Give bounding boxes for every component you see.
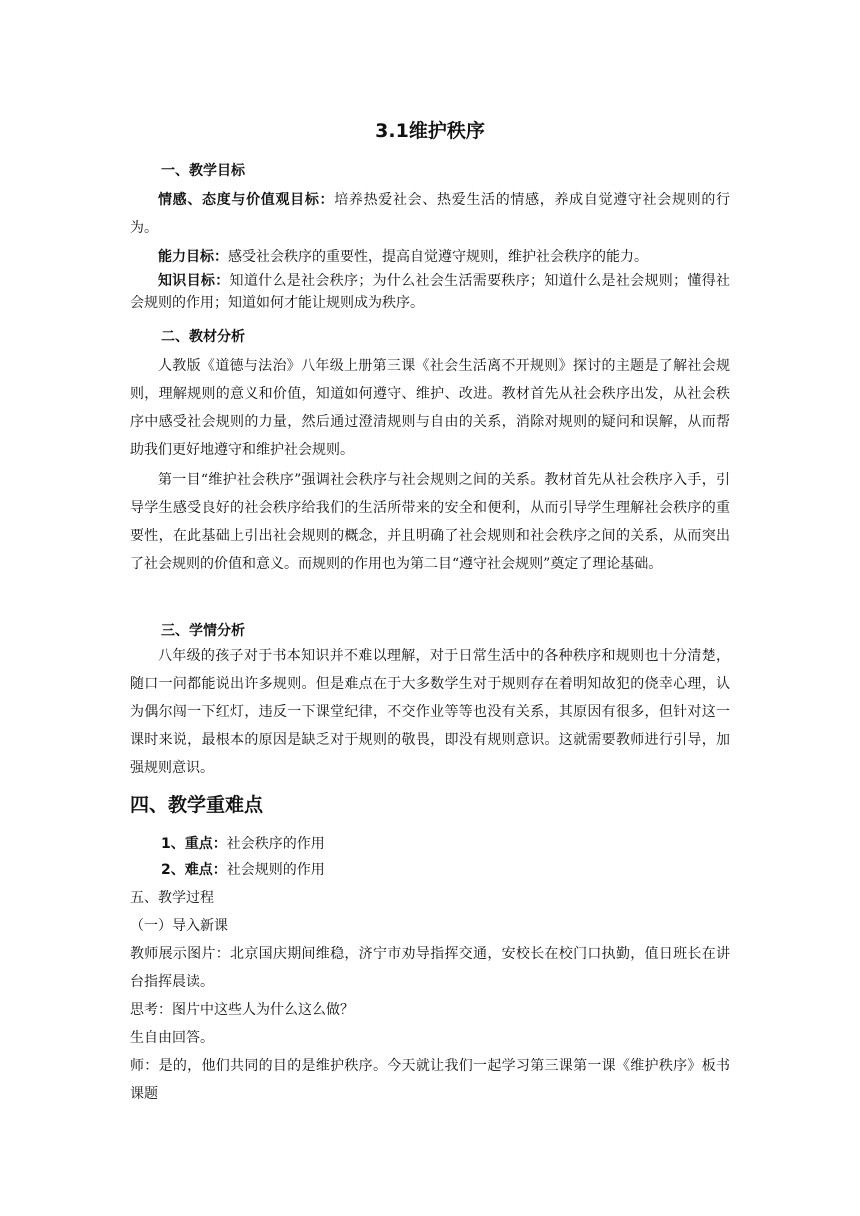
key-point-item xyxy=(161,830,761,858)
goal-emotion-label: 情感、态度与价值观目标： xyxy=(158,192,335,208)
goal-emotion-paragraph xyxy=(130,186,730,242)
goal-ability-paragraph xyxy=(130,246,730,268)
section-heading-teaching-goals: 一、教学目标 xyxy=(161,163,245,179)
section-heading-teaching-process: 五、教学过程 xyxy=(130,890,214,906)
student-analysis-paragraph: 八年级的孩子对于书本知识并不难以理解，对于日常生活中的各种秩序和规则也十分清楚，随口一问都能说出许多规则。但是难点在于大多数学生对于规则存在着明知故犯的侥幸心理，认为偶尔闯一下红灯，违反一下课堂纪律，不交作业等等也没有关系，其原因有很多，但针对这一课时来说，最根本的原因是缺乏对于规则的敬畏，即没有规则意识。这就需要教师进行引导，加强规则意识。 xyxy=(130,648,730,776)
goal-knowledge-label: 知识目标： xyxy=(158,273,230,289)
section-heading-key-points: 四、教学重难点 xyxy=(130,794,264,816)
process-paragraph-question: 思考：图片中这些人为什么这么做？ xyxy=(130,1002,354,1018)
goal-ability-text: 感受社会秩序的重要性，提高自觉遵守规则，维护社会秩序的能力。 xyxy=(228,249,648,265)
document-title: 3.1维护秩序 xyxy=(375,120,485,142)
difficult-point-label: 2、难点： xyxy=(161,862,227,878)
difficult-point-text: 社会规则的作用 xyxy=(226,862,325,878)
section-heading-student-analysis: 三、学情分析 xyxy=(161,623,245,639)
key-point-text: 社会秩序的作用 xyxy=(226,836,325,852)
subsection-intro-lesson: （一）导入新课 xyxy=(130,918,228,934)
goal-knowledge-text: 知道什么是社会秩序；为什么社会生活需要秩序；知道什么是社会规则；懂得社会规则的作用；知道如何才能让规则成为秩序。 xyxy=(130,273,731,311)
difficult-point-item xyxy=(161,856,761,884)
process-paragraph-teacher: 师：是的，他们共同的目的是维护秩序。今天就让我们一起学习第三课第一课《维护秩序》板书课题 xyxy=(130,1058,730,1102)
process-paragraph-images: 教师展示图片：北京国庆期间维稳，济宁市劝导指挥交通，安校长在校门口执勤，值日班长在讲台指挥晨读。 xyxy=(130,946,730,990)
goal-emotion-text: 培养热爱社会、热爱生活的情感，养成自觉遵守社会规则的行为。 xyxy=(130,192,731,236)
section-heading-material-analysis: 二、教材分析 xyxy=(161,329,245,345)
key-point-label: 1、重点： xyxy=(161,836,227,852)
goal-ability-label: 能力目标： xyxy=(158,249,228,265)
material-analysis-paragraph-2: 第一目“维护社会秩序”强调社会秩序与社会规则之间的关系。教材首先从社会秩序入手，引导学生感受良好的社会秩序给我们的生活所带来的安全和便利，从而引导学生理解社会秩序的重要性，在此基础上引出社会规则的概念，并且明确了社会规则和社会秩序之间的关系，从而突出了社会规则的价值和意义。而规则的作用也为第二目“遵守社会规则”奠定了理论基础。 xyxy=(130,472,730,572)
goal-knowledge-paragraph xyxy=(130,270,730,314)
material-analysis-paragraph-1: 人教版《道德与法治》八年级上册第三课《社会生活离不开规则》探讨的主题是了解社会规则，理解规则的意义和价值，知道如何遵守、维护、改进。教材首先从社会秩序出发，从社会秩序中感受社会规则的力量，然后通过澄清规则与自由的关系，消除对规则的疑问和误解，从而帮助我们更好地遵守和维护社会规则。 xyxy=(130,358,730,458)
process-paragraph-answer: 生自由回答。 xyxy=(130,1030,214,1046)
